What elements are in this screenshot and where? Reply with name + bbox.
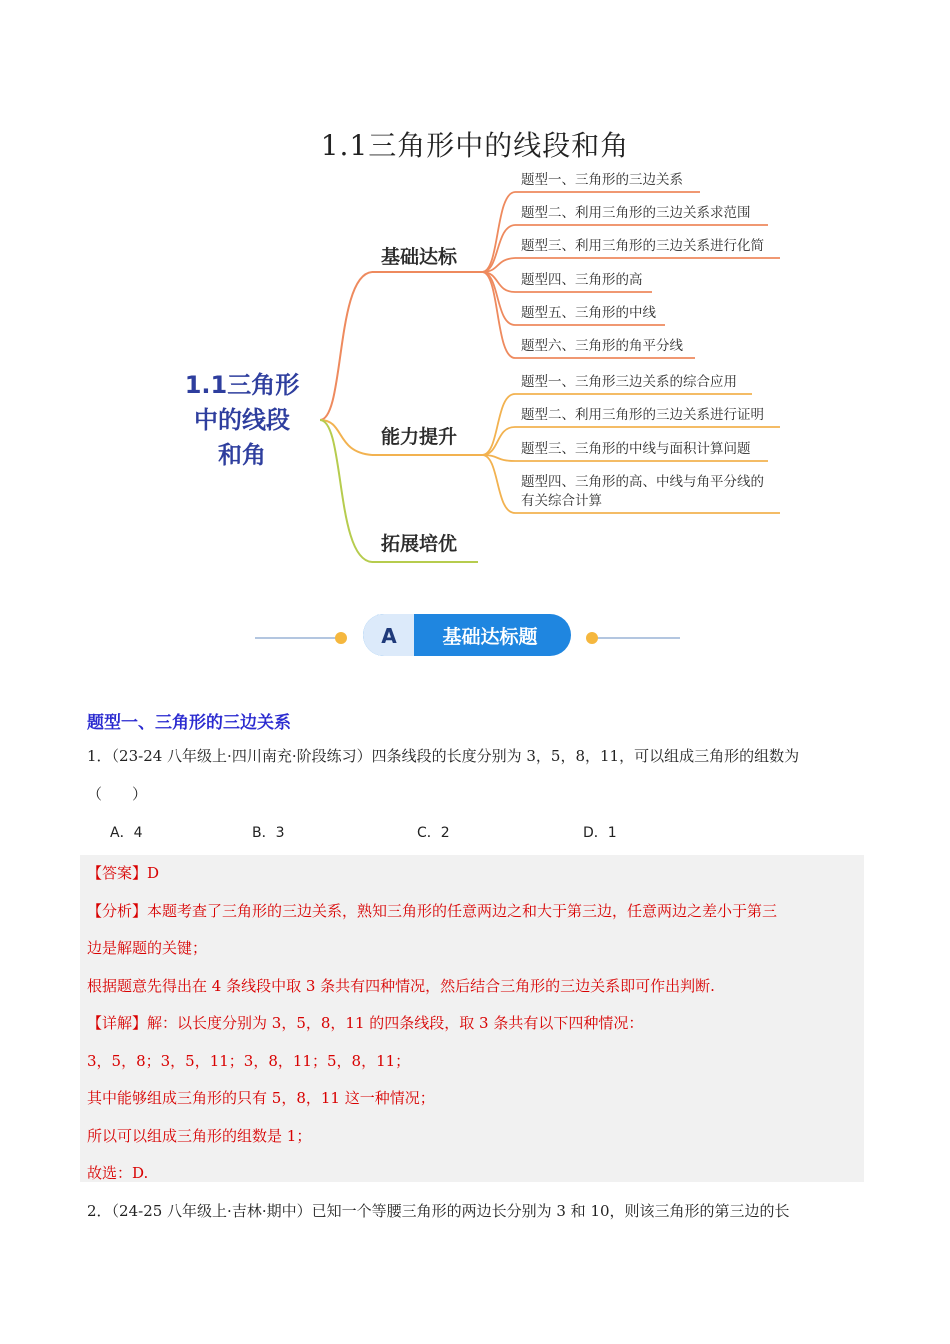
mindmap-connector-b1-6	[482, 272, 515, 358]
question-1-line2: （ ）	[87, 784, 148, 803]
answer-value: D	[147, 864, 160, 882]
analysis-line-2: 边是解题的关键；	[87, 939, 208, 957]
mindmap-leaf: 题型二、利用三角形的三边关系进行证明	[521, 407, 764, 423]
mindmap-connector-root-branch1	[320, 272, 372, 420]
analysis-line-1	[87, 893, 859, 931]
mindmap-branch-basic: 基础达标	[381, 246, 458, 268]
answer-tag: 【答案】	[87, 864, 148, 882]
analysis-line-3: 根据题意先得出在 4 条线段中取 3 条共有四种情况，然后结合三角形的三边关系即可作出判断.	[87, 976, 715, 995]
mindmap-root-line2: 中的线段	[194, 406, 290, 434]
option-a: A．4	[110, 825, 143, 841]
detail-line-4: 所以可以组成三角形的组数是 1；	[87, 1126, 312, 1145]
mindmap-leaf: 题型四、三角形的高、中线与角平分线的	[521, 474, 764, 490]
detail-line-1	[87, 1005, 859, 1043]
mindmap-connector-b2-2	[482, 427, 515, 455]
question-2-stem	[87, 1193, 867, 1231]
detail-tag: 【详解】	[87, 1014, 148, 1032]
mindmap-leaf: 题型五、三角形的中线	[521, 305, 656, 321]
section-title: 题型一、三角形的三边关系	[87, 713, 291, 733]
mindmap-connector-b1-1	[482, 192, 515, 272]
detail-line-2: 3，5，8；3，5，11；3，8，11；5，8，11；	[87, 1051, 411, 1070]
section-banner	[255, 614, 680, 656]
mindmap-branch-extension: 拓展培优	[381, 533, 458, 555]
banner-label: 基础达标题	[442, 626, 538, 648]
question-2-line1: 2．（24-25 八年级上·吉林·期中）已知一个等腰三角形的两边长分别为 3 和 10，则该三角形的第三边的长	[87, 1202, 790, 1220]
mindmap-leaf: 题型三、利用三角形的三边关系进行化简	[521, 238, 764, 254]
mindmap-root-line1: 1.1三角形	[184, 371, 300, 399]
detail-text-1: 解：以长度分别为 3，5，8，11 的四条线段，取 3 条共有以下四种情况：	[147, 1014, 644, 1032]
question-1-line1: 1．（23-24 八年级上·四川南充·阶段练习）四条线段的长度分别为 3，5，8，11，可以组成三角形的组数为	[87, 747, 800, 765]
mindmap-connector-b2-1	[482, 394, 515, 455]
option-d: D．1	[583, 825, 617, 841]
page-title: 1.1三角形中的线段和角	[320, 129, 630, 162]
option-c: C．2	[417, 825, 450, 841]
analysis-tag: 【分析】	[87, 901, 148, 920]
mindmap-leaf: 有关综合计算	[521, 493, 602, 509]
option-b: B．3	[252, 825, 285, 841]
banner-dot-left	[335, 632, 347, 644]
mindmap-branch-ability: 能力提升	[381, 426, 458, 448]
mindmap-leaf: 题型一、三角形的三边关系	[521, 172, 683, 188]
mindmap-leaf: 题型三、三角形的中线与面积计算问题	[521, 441, 751, 457]
mindmap-connector-b2-4	[482, 455, 515, 513]
mindmap-leaf: 题型一、三角形三边关系的综合应用	[521, 374, 737, 390]
mindmap-leaf: 题型二、利用三角形的三边关系求范围	[521, 205, 751, 221]
question-1-stem	[87, 738, 867, 813]
detail-line-3: 其中能够组成三角形的只有 5，8，11 这一种情况；	[87, 1089, 435, 1107]
mindmap-root-line3: 和角	[218, 441, 266, 469]
banner-letter: A	[381, 624, 397, 648]
answer-line	[87, 855, 859, 893]
analysis-text-1: 本题考查了三角形的三边关系，熟知三角形的任意两边之和大于第三边，任意两边之差小于第三	[147, 901, 778, 920]
detail-line-5: 故选：D.	[87, 1164, 149, 1182]
answer-box	[80, 855, 864, 1182]
banner-dot-right	[586, 632, 598, 644]
mindmap-leaf: 题型六、三角形的角平分线	[521, 338, 683, 354]
mindmap-leaf: 题型四、三角形的高	[521, 272, 643, 288]
